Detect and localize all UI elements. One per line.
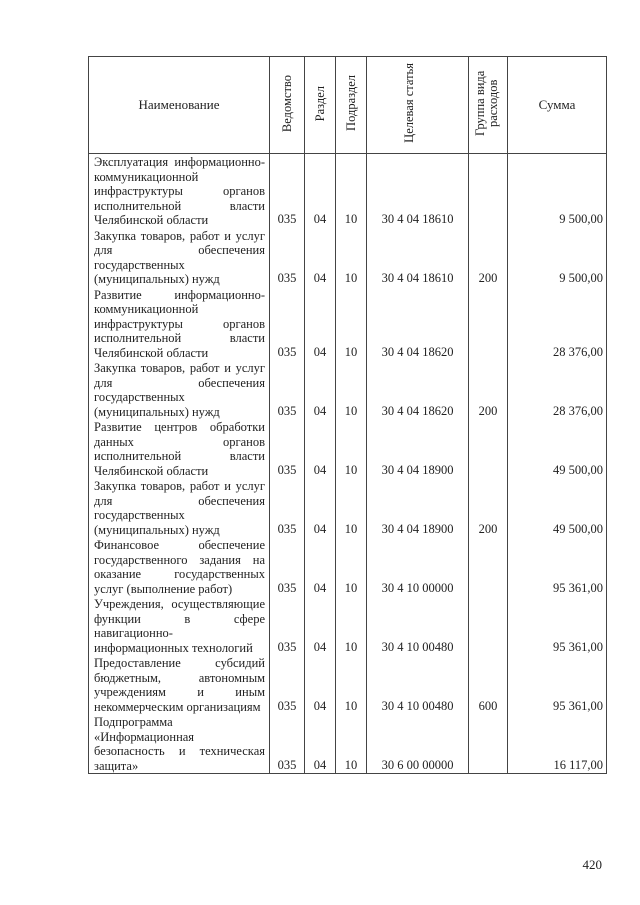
- cell-celevaya: 30 4 04 18610: [367, 154, 469, 228]
- cell-razdel: 04: [305, 537, 336, 596]
- cell-summa: 95 361,00: [508, 655, 607, 714]
- cell-vedomstvo: 035: [270, 287, 305, 361]
- cell-name: Закупка товаров, работ и услуг для обеспечения государственных (муниципальных) нужд: [89, 228, 270, 287]
- header-summa-label: Сумма: [538, 96, 576, 112]
- cell-podrazdel: 10: [336, 228, 367, 287]
- cell-celevaya: 30 4 04 18620: [367, 360, 469, 419]
- header-razdel: [305, 57, 336, 154]
- cell-razdel: 04: [305, 596, 336, 655]
- cell-summa: 9 500,00: [508, 154, 607, 228]
- cell-summa: 9 500,00: [508, 228, 607, 287]
- cell-celevaya: 30 4 10 00480: [367, 596, 469, 655]
- cell-razdel: 04: [305, 287, 336, 361]
- cell-name: Финансовое обеспечение государственного задания на оказание государственных услуг (выполнение работ): [89, 537, 270, 596]
- cell-gruppa: 200: [469, 478, 508, 537]
- cell-podrazdel: 10: [336, 419, 367, 478]
- cell-summa: 28 376,00: [508, 287, 607, 361]
- cell-podrazdel: 10: [336, 154, 367, 228]
- cell-gruppa: [469, 714, 508, 774]
- cell-razdel: 04: [305, 478, 336, 537]
- header-vedomstvo-label: Ведомство: [279, 74, 294, 132]
- cell-summa: 16 117,00: [508, 714, 607, 774]
- cell-razdel: 04: [305, 655, 336, 714]
- header-summa: [508, 57, 607, 154]
- cell-razdel: 04: [305, 360, 336, 419]
- cell-celevaya: 30 4 04 18610: [367, 228, 469, 287]
- header-podrazdel-label: Подраздел: [343, 75, 358, 132]
- cell-name: Закупка товаров, работ и услуг для обеспечения государственных (муниципальных) нужд: [89, 478, 270, 537]
- table-row: [89, 596, 607, 655]
- cell-gruppa: [469, 154, 508, 228]
- cell-razdel: 04: [305, 154, 336, 228]
- cell-vedomstvo: 035: [270, 655, 305, 714]
- header-razdel-label: Раздел: [312, 85, 327, 121]
- cell-summa: 49 500,00: [508, 478, 607, 537]
- cell-podrazdel: 10: [336, 478, 367, 537]
- table-row: [89, 655, 607, 714]
- cell-gruppa: 600: [469, 655, 508, 714]
- header-celevaya-label: Целевая статья: [401, 63, 416, 144]
- cell-gruppa: [469, 537, 508, 596]
- table-row: [89, 287, 607, 361]
- cell-vedomstvo: 035: [270, 537, 305, 596]
- cell-name: Эксплуатация информационно-коммуникационной инфраструктуры органов исполнительной власти Челябинской области: [89, 154, 270, 228]
- cell-razdel: 04: [305, 228, 336, 287]
- table-row: [89, 154, 607, 228]
- header-gruppa-label: Группа вида расходов: [473, 70, 500, 136]
- header-gruppa: [469, 57, 508, 154]
- cell-summa: 49 500,00: [508, 419, 607, 478]
- cell-vedomstvo: 035: [270, 419, 305, 478]
- cell-name: Развитие центров обработки данных органов исполнительной власти Челябинской области: [89, 419, 270, 478]
- cell-summa: 95 361,00: [508, 596, 607, 655]
- table-row: [89, 228, 607, 287]
- page-number: 420: [582, 857, 602, 872]
- header-vedomstvo: [270, 57, 305, 154]
- table-row: [89, 537, 607, 596]
- table-row: [89, 478, 607, 537]
- header-podrazdel: [336, 57, 367, 154]
- table-row: [89, 360, 607, 419]
- cell-celevaya: 30 4 04 18900: [367, 478, 469, 537]
- cell-name: Закупка товаров, работ и услуг для обеспечения государственных (муниципальных) нужд: [89, 360, 270, 419]
- table-row: [89, 419, 607, 478]
- cell-podrazdel: 10: [336, 360, 367, 419]
- cell-vedomstvo: 035: [270, 154, 305, 228]
- cell-vedomstvo: 035: [270, 228, 305, 287]
- cell-vedomstvo: 035: [270, 360, 305, 419]
- header-celevaya: [367, 57, 469, 154]
- budget-table: [88, 56, 607, 774]
- cell-vedomstvo: 035: [270, 596, 305, 655]
- cell-celevaya: 30 4 04 18900: [367, 419, 469, 478]
- cell-gruppa: [469, 596, 508, 655]
- table-body: [89, 154, 607, 774]
- cell-vedomstvo: 035: [270, 478, 305, 537]
- cell-celevaya: 30 6 00 00000: [367, 714, 469, 774]
- cell-podrazdel: 10: [336, 596, 367, 655]
- cell-gruppa: [469, 287, 508, 361]
- cell-name: Предоставление субсидий бюджетным, автономным учреждениям и иным некоммерческим организациям: [89, 655, 270, 714]
- cell-podrazdel: 10: [336, 537, 367, 596]
- cell-name: Учреждения, осуществляющие функции в сфере навигационно-информационных технологий: [89, 596, 270, 655]
- cell-name: Подпрограмма «Информационная безопасность и техническая защита»: [89, 714, 270, 774]
- cell-podrazdel: 10: [336, 714, 367, 774]
- table-header: [89, 57, 607, 154]
- cell-celevaya: 30 4 10 00480: [367, 655, 469, 714]
- cell-vedomstvo: 035: [270, 714, 305, 774]
- cell-razdel: 04: [305, 714, 336, 774]
- cell-summa: 95 361,00: [508, 537, 607, 596]
- table-row: [89, 714, 607, 774]
- cell-summa: 28 376,00: [508, 360, 607, 419]
- cell-celevaya: 30 4 04 18620: [367, 287, 469, 361]
- cell-gruppa: 200: [469, 360, 508, 419]
- cell-name: Развитие информационно-коммуникационной инфраструктуры органов исполнительной власти Челябинской области: [89, 287, 270, 361]
- cell-gruppa: 200: [469, 228, 508, 287]
- cell-podrazdel: 10: [336, 287, 367, 361]
- cell-gruppa: [469, 419, 508, 478]
- header-name-label: Наименование: [138, 96, 220, 112]
- cell-podrazdel: 10: [336, 655, 367, 714]
- cell-razdel: 04: [305, 419, 336, 478]
- header-name: [89, 57, 270, 154]
- cell-celevaya: 30 4 10 00000: [367, 537, 469, 596]
